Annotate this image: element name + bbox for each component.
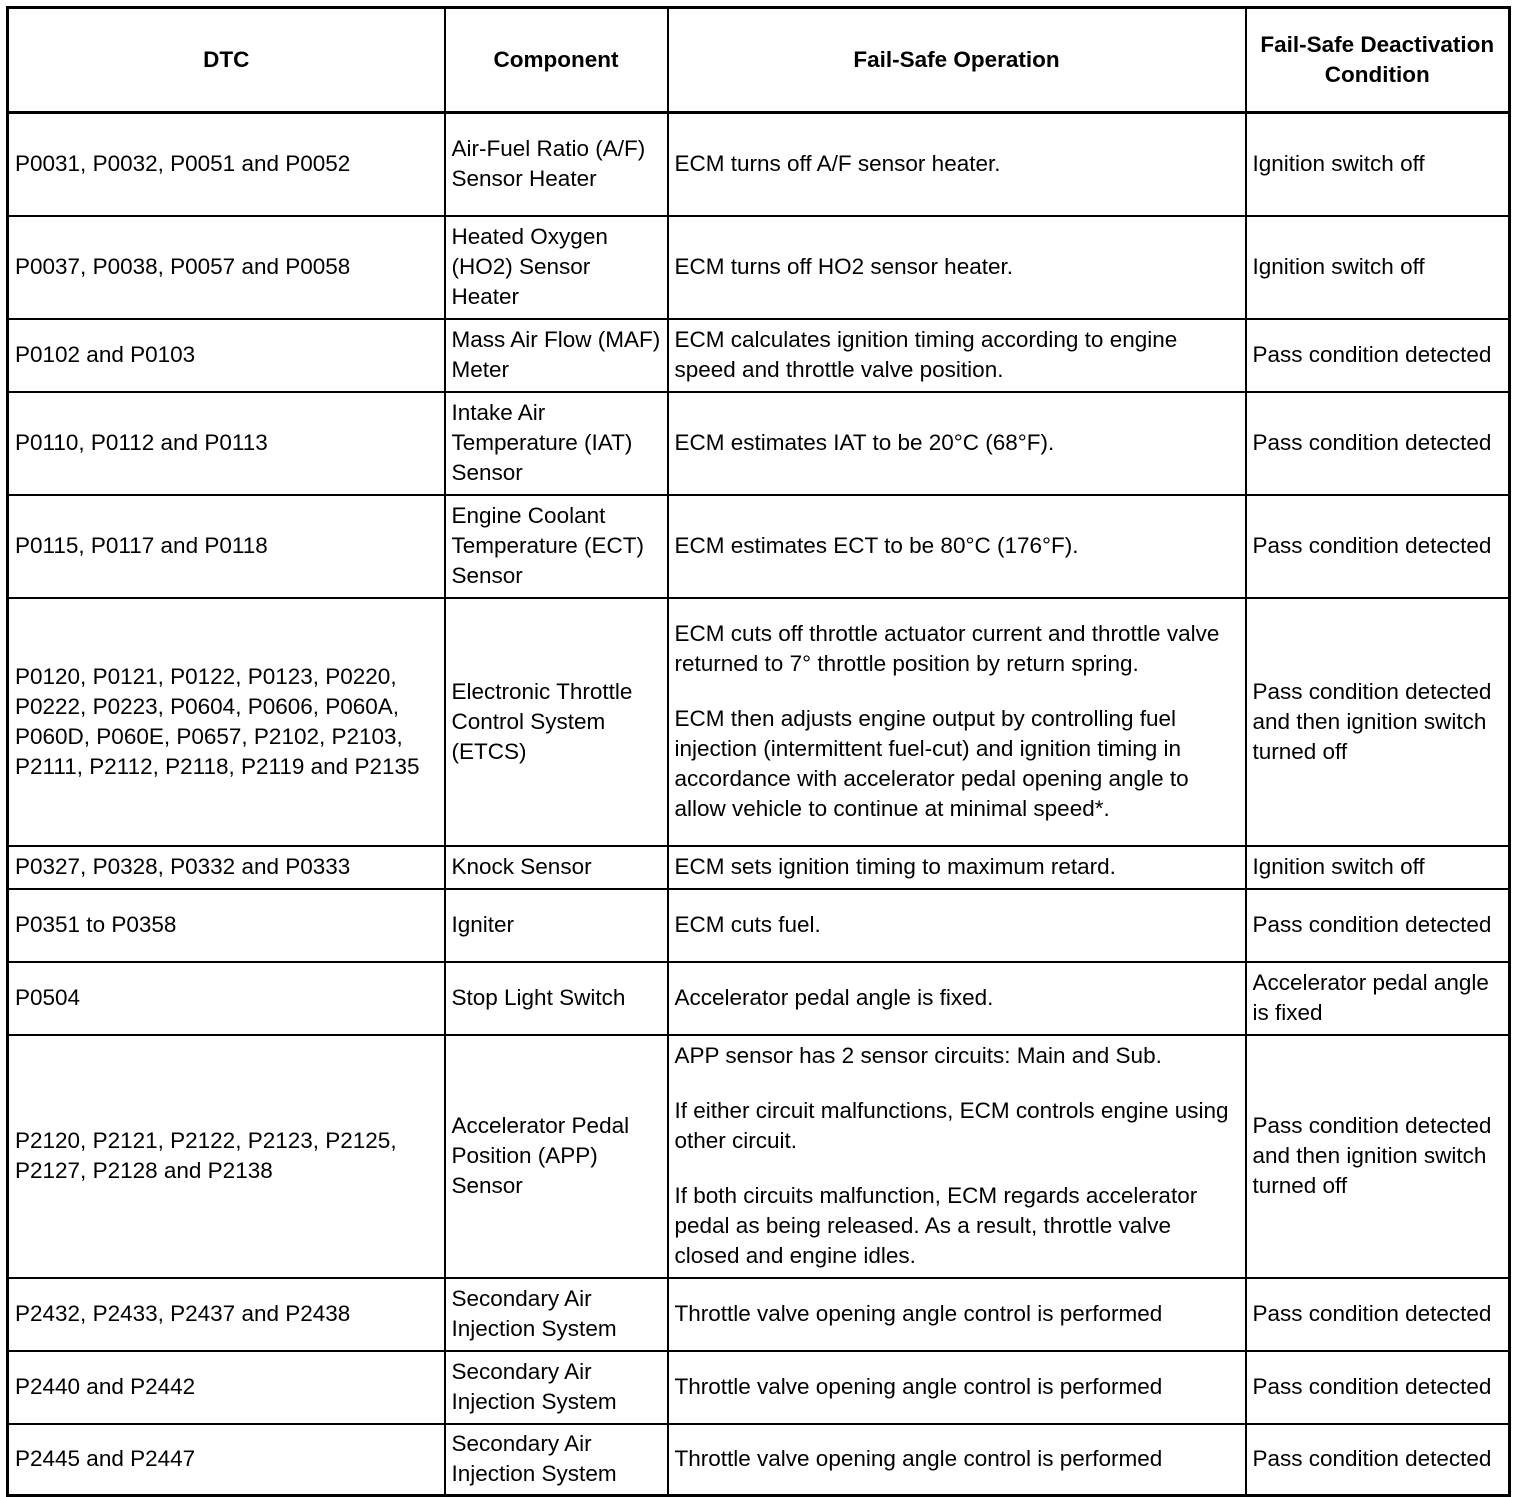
operation-cell — [668, 889, 1246, 962]
operation-cell — [668, 1351, 1246, 1424]
operation-text: If either circuit malfunctions, ECM controls engine using other circuit. — [674, 1098, 1229, 1153]
operation-cell — [668, 846, 1246, 889]
deactivation-cell: Pass condition detected — [1246, 1351, 1510, 1424]
component-cell: Intake Air Temperature (IAT) Sensor — [445, 392, 668, 495]
fail-safe-table — [6, 6, 1511, 1497]
component-cell: Heated Oxygen (HO2) Sensor Heater — [445, 216, 668, 319]
operation-text: ECM cuts fuel. — [674, 912, 821, 937]
operation-cell — [668, 319, 1246, 392]
dtc-cell: P2432, P2433, P2437 and P2438 — [8, 1278, 445, 1351]
operation-text: ECM turns off A/F sensor heater. — [674, 151, 1001, 177]
operation-text: ECM sets ignition timing to maximum retard. — [674, 854, 1116, 879]
operation-text: ECM calculates ignition timing according to engine speed and throttle valve position. — [674, 327, 1178, 382]
table-row — [8, 598, 1510, 846]
fail-safe-table-container — [6, 6, 1511, 1497]
component-cell: Electronic Throttle Control System (ETCS) — [445, 598, 668, 846]
operation-text: Throttle valve opening angle control is performed — [674, 1301, 1163, 1326]
table-row — [8, 1424, 1510, 1496]
header-component: Component — [445, 8, 668, 113]
table-row — [8, 392, 1510, 495]
header-dtc: DTC — [8, 8, 445, 113]
table-row — [8, 1035, 1510, 1278]
dtc-cell: P0110, P0112 and P0113 — [8, 392, 445, 495]
deactivation-cell: Accelerator pedal angle is fixed — [1246, 962, 1510, 1035]
table-row — [8, 319, 1510, 392]
deactivation-cell: Pass condition detected — [1246, 1278, 1510, 1351]
operation-cell — [668, 1035, 1246, 1278]
operation-text: ECM estimates IAT to be 20°C (68°F). — [674, 430, 1055, 455]
deactivation-cell: Pass condition detected — [1246, 1424, 1510, 1496]
component-cell: Secondary Air Injection System — [445, 1278, 668, 1351]
table-row — [8, 1278, 1510, 1351]
operation-cell — [668, 1424, 1246, 1496]
table-header-row — [8, 8, 1510, 113]
component-cell: Accelerator Pedal Position (APP) Sensor — [445, 1035, 668, 1278]
deactivation-cell: Pass condition detected — [1246, 889, 1510, 962]
operation-text: Throttle valve opening angle control is performed — [674, 1446, 1163, 1472]
operation-cell — [668, 495, 1246, 598]
dtc-cell: P0115, P0117 and P0118 — [8, 495, 445, 598]
dtc-cell: P2120, P2121, P2122, P2123, P2125, P2127, P2128 and P2138 — [8, 1035, 445, 1278]
dtc-cell: P0504 — [8, 962, 445, 1035]
table-body — [8, 113, 1510, 1496]
dtc-cell: P0327, P0328, P0332 and P0333 — [8, 846, 445, 889]
operation-text: ECM cuts off throttle actuator current and throttle valve returned to 7° throttle position by return spring. — [674, 621, 1220, 676]
operation-text: Throttle valve opening angle control is performed — [674, 1374, 1163, 1399]
dtc-cell: P0120, P0121, P0122, P0123, P0220, P0222, P0223, P0604, P0606, P060A, P060D, P060E, P0657, P2102, P2103, P2111, P2112, P2118, P2119 and P2135 — [8, 598, 445, 846]
dtc-cell: P0102 and P0103 — [8, 319, 445, 392]
operation-cell — [668, 392, 1246, 495]
operation-cell — [668, 216, 1246, 319]
component-cell: Engine Coolant Temperature (ECT) Sensor — [445, 495, 668, 598]
deactivation-cell: Pass condition detected — [1246, 392, 1510, 495]
deactivation-cell: Ignition switch off — [1246, 216, 1510, 319]
table-row — [8, 216, 1510, 319]
component-cell: Mass Air Flow (MAF) Meter — [445, 319, 668, 392]
table-row — [8, 495, 1510, 598]
component-cell: Igniter — [445, 889, 668, 962]
table-row — [8, 962, 1510, 1035]
operation-text: ECM then adjusts engine output by controlling fuel injection (intermittent fuel-cut) and ignition timing in accordance with accelerator pedal opening angle to allow vehicle to continue at minimal speed*. — [674, 706, 1189, 821]
deactivation-cell: Pass condition detected and then ignition switch turned off — [1246, 598, 1510, 846]
deactivation-cell: Pass condition detected — [1246, 319, 1510, 392]
header-deactivation-condition: Fail-Safe Deactivation Condition — [1246, 8, 1510, 113]
operation-text: ECM estimates ECT to be 80°C (176°F). — [674, 533, 1079, 558]
table-row — [8, 846, 1510, 889]
deactivation-cell: Pass condition detected and then ignition switch turned off — [1246, 1035, 1510, 1278]
component-cell: Air-Fuel Ratio (A/F) Sensor Heater — [445, 113, 668, 216]
dtc-cell: P2445 and P2447 — [8, 1424, 445, 1496]
operation-cell — [668, 962, 1246, 1035]
component-cell: Secondary Air Injection System — [445, 1424, 668, 1496]
table-row — [8, 889, 1510, 962]
component-cell: Knock Sensor — [445, 846, 668, 889]
operation-cell — [668, 598, 1246, 846]
deactivation-cell: Ignition switch off — [1246, 113, 1510, 216]
dtc-cell: P2440 and P2442 — [8, 1351, 445, 1424]
component-cell: Stop Light Switch — [445, 962, 668, 1035]
dtc-cell: P0351 to P0358 — [8, 889, 445, 962]
operation-cell — [668, 1278, 1246, 1351]
deactivation-cell: Pass condition detected — [1246, 495, 1510, 598]
table-row — [8, 113, 1510, 216]
deactivation-cell: Ignition switch off — [1246, 846, 1510, 889]
component-cell: Secondary Air Injection System — [445, 1351, 668, 1424]
dtc-cell: P0031, P0032, P0051 and P0052 — [8, 113, 445, 216]
operation-cell — [668, 113, 1246, 216]
operation-text: ECM turns off HO2 sensor heater. — [674, 254, 1013, 279]
table-row — [8, 1351, 1510, 1424]
operation-text: If both circuits malfunction, ECM regards accelerator pedal as being released. As a result, throttle valve closed and engine idles. — [674, 1183, 1198, 1268]
operation-text: Accelerator pedal angle is fixed. — [674, 985, 994, 1010]
operation-text: APP sensor has 2 sensor circuits: Main and Sub. — [674, 1043, 1162, 1068]
dtc-cell: P0037, P0038, P0057 and P0058 — [8, 216, 445, 319]
header-fail-safe-operation: Fail-Safe Operation — [668, 8, 1246, 113]
